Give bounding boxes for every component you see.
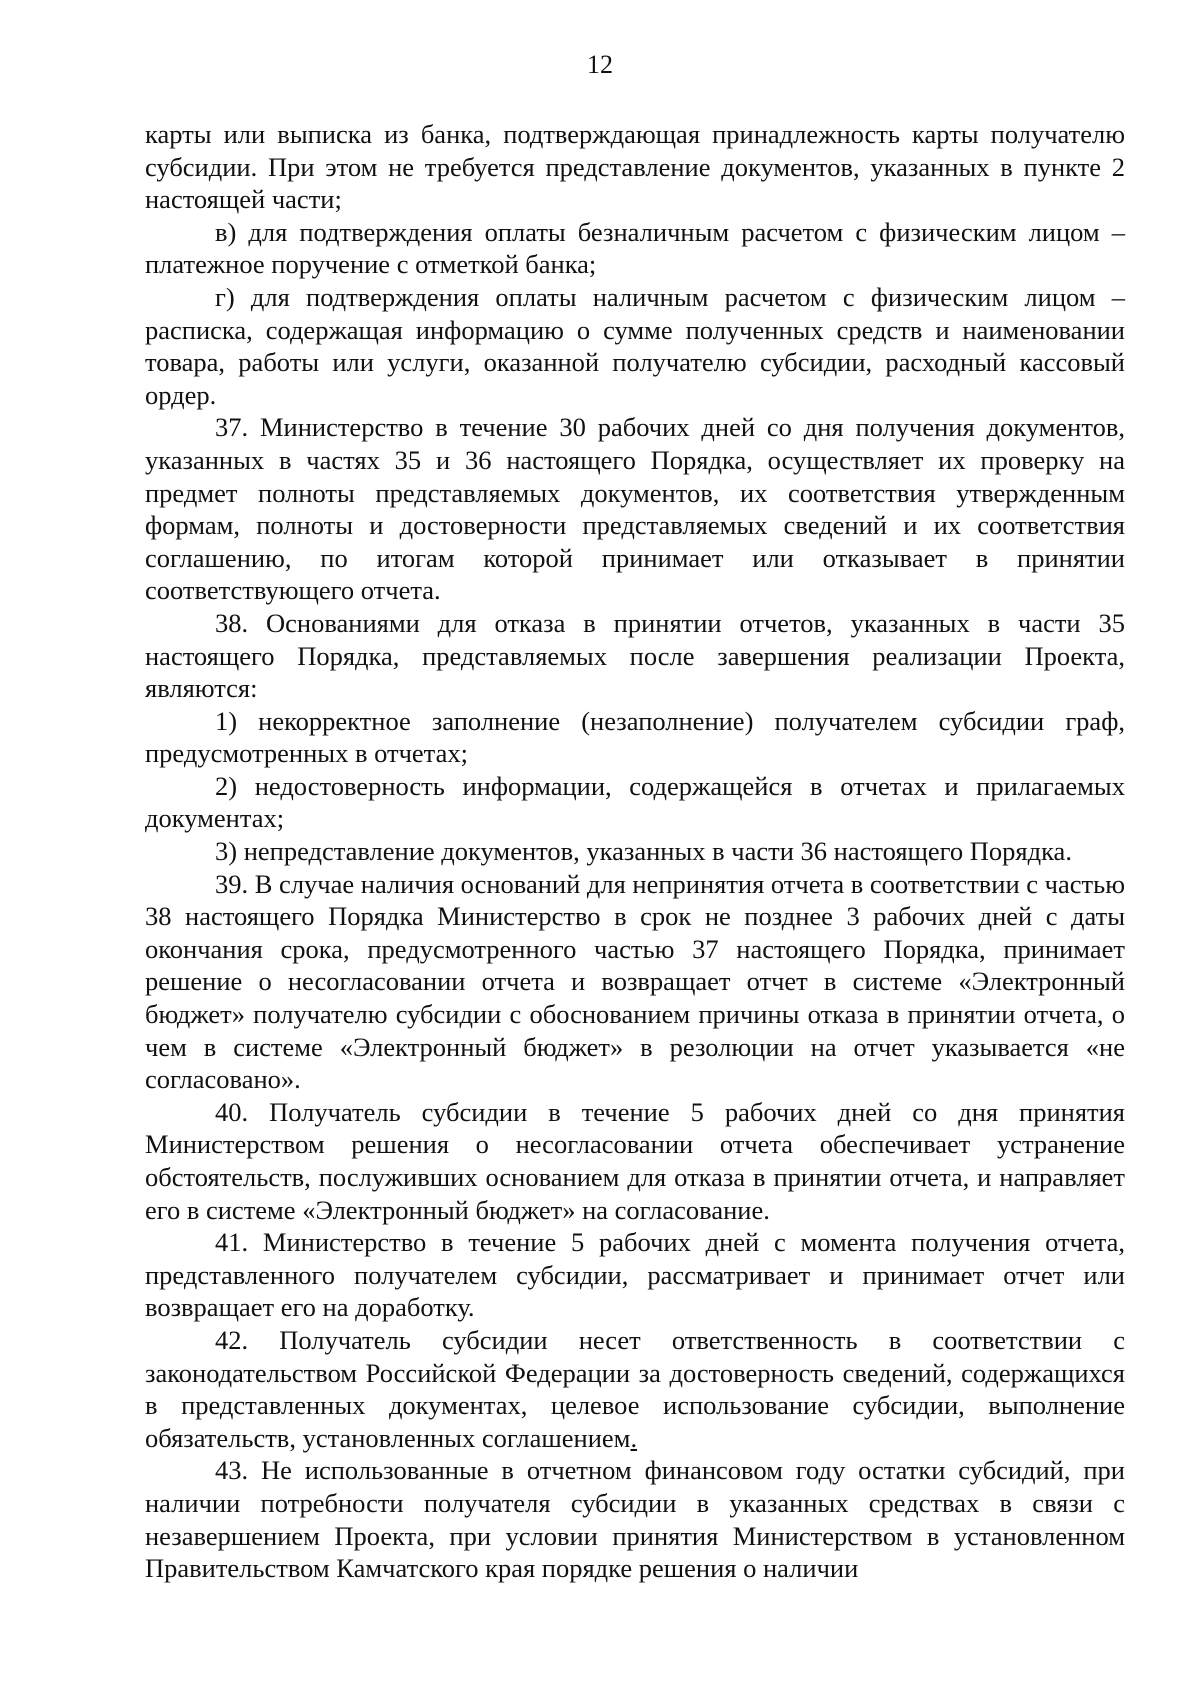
- paragraph-item-g: г) для подтверждения оплаты наличным расчетом с физическим лицом – расписка, содержащая информацию о сумме полученных средств и наименовании товара, работы или услуги, оказанной получателю субсидии, расходный кассовый ордер.: [145, 281, 1125, 410]
- paragraph-42-text: 42. Получатель субсидии несет ответственность в соответствии с законодательством Российской Федерации за достоверность сведений, содержащихся в представленных документах, целевое использование субсидии, выполнение обязательств, установленных соглашением: [145, 1324, 1125, 1453]
- paragraph-38-item-2: 2) недостоверность информации, содержащейся в отчетах и прилагаемых документах;: [145, 770, 1125, 834]
- document-body: [145, 118, 1125, 1585]
- paragraph-42: [145, 1324, 1125, 1454]
- paragraph-38: 38. Основаниями для отказа в принятии отчетов, указанных в части 35 настоящего Порядка, представляемых после завершения реализации Проекта, являются:: [145, 607, 1125, 704]
- paragraph-42-tail: .: [630, 1422, 638, 1453]
- paragraph-41: 41. Министерство в течение 5 рабочих дней с момента получения отчета, представленного получателем субсидии, рассматривает и принимает отчет или возвращает его на доработку.: [145, 1227, 1125, 1323]
- paragraph-38-item-3: 3) непредставление документов, указанных в части 36 настоящего Порядка.: [215, 836, 1072, 867]
- page-number: 12: [587, 50, 613, 79]
- paragraph-item-v: в) для подтверждения оплаты безналичным расчетом с физическим лицом – платежное поручение с отметкой банка;: [145, 216, 1125, 280]
- paragraph-43: 43. Не использованные в отчетном финансовом году остатки субсидий, при наличии потребности получателя субсидии в указанных средствах в связи с незавершением Проекта, при условии принятия Министерством в установленном Правительством Камчатского края порядке решения о наличии: [145, 1455, 1125, 1584]
- paragraph-39: 39. В случае наличия оснований для непринятия отчета в соответствии с частью 38 настоящего Порядка Министерство в срок не позднее 3 рабочих дней с даты окончания срока, предусмотренного частью 37 настоящего Порядка, принимает решение о несогласовании отчета и возвращает отчет в системе «Электронный бюджет» получателю субсидии с обоснованием причины отказа в принятии отчета, о чем в системе «Электронный бюджет» в резолюции на отчет указывается «не согласовано».: [145, 868, 1125, 1095]
- paragraph-40: 40. Получатель субсидии в течение 5 рабочих дней со дня принятия Министерством решения о несогласовании отчета обеспечивает устранение обстоятельств, послуживших основанием для отказа в принятии отчета, и направляет его в системе «Электронный бюджет» на согласование.: [145, 1096, 1125, 1225]
- paragraph-37: 37. Министерство в течение 30 рабочих дней со дня получения документов, указанных в частях 35 и 36 настоящего Порядка, осуществляет их проверку на предмет полноты представляемых документов, их соответствия утвержденным формам, полноты и достоверности представляемых сведений и их соответствия соглашению, по итогам которой принимает или отказывает в принятии соответствующего отчета.: [145, 412, 1125, 606]
- paragraph-38-item-1: 1) некорректное заполнение (незаполнение) получателем субсидии граф, предусмотренных в отчетах;: [145, 705, 1125, 769]
- paragraph-card-statement: карты или выписка из банка, подтверждающая принадлежность карты получателю субсидии. При этом не требуется представление документов, указанных в пункте 2 настоящей части;: [145, 119, 1125, 215]
